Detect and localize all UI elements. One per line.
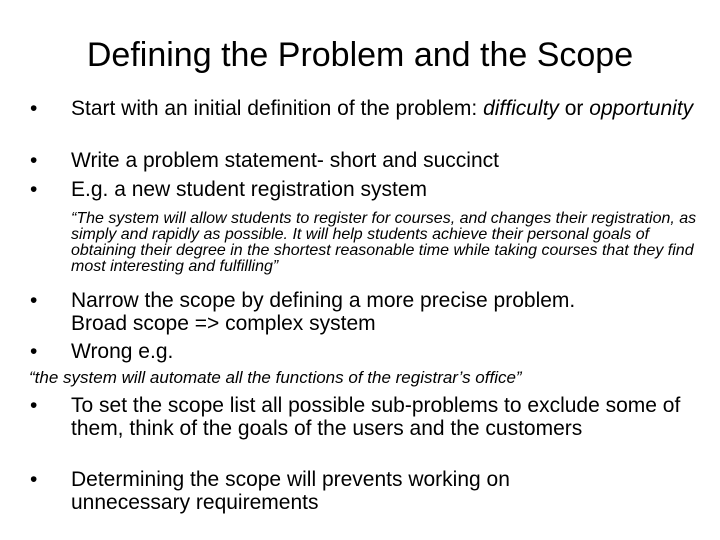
bullet-marker: •: [30, 97, 38, 120]
slide-title: Defining the Problem and the Scope: [86, 36, 634, 74]
bullet-text: Wrong e.g.: [71, 340, 174, 363]
bullet-wrong-example: [30, 340, 700, 363]
example-quote: “The system will allow students to register for courses, and changes their registration, as simply and rapidly as possible. It will help students achieve their personal goals of obtaining their degree in the shortest reasonable time while taking courses that they find most interesting and fulfilling”: [71, 210, 697, 275]
bullet-text: E.g. a new student registration system: [71, 178, 428, 201]
bullet-marker: •: [30, 340, 38, 363]
bullet-marker: •: [30, 394, 38, 417]
bullet-problem-statement: [30, 149, 700, 172]
bullet-text: Write a problem statement- short and succinct: [71, 149, 499, 172]
bullet-marker: •: [30, 178, 38, 201]
bullet-sub-problems: [30, 394, 700, 440]
bullet-text: Determining the scope will prevents working on unnecessary requirements: [71, 468, 510, 514]
bullet-example: [30, 178, 700, 201]
bullet-text: Start with an initial definition of the problem: difficulty or opportunity: [71, 97, 694, 120]
bullet-narrow-scope: [30, 289, 700, 335]
bullet-marker: •: [30, 289, 38, 312]
bullet-text: Narrow the scope by defining a more precise problem. Broad scope => complex system: [71, 289, 576, 335]
wrong-example-quote: “the system will automate all the functions of the registrar’s office”: [29, 368, 522, 387]
emphasis-difficulty: difficulty: [483, 97, 559, 120]
emphasis-opportunity: opportunity: [589, 97, 694, 120]
bullet-determining-scope: [30, 468, 700, 514]
bullet-initial-definition: [30, 97, 700, 120]
bullet-marker: •: [30, 149, 38, 172]
bullet-text: To set the scope list all possible sub-problems to exclude some of them, think of the goals of the users and the customers: [71, 394, 681, 440]
bullet-marker: •: [30, 468, 38, 491]
